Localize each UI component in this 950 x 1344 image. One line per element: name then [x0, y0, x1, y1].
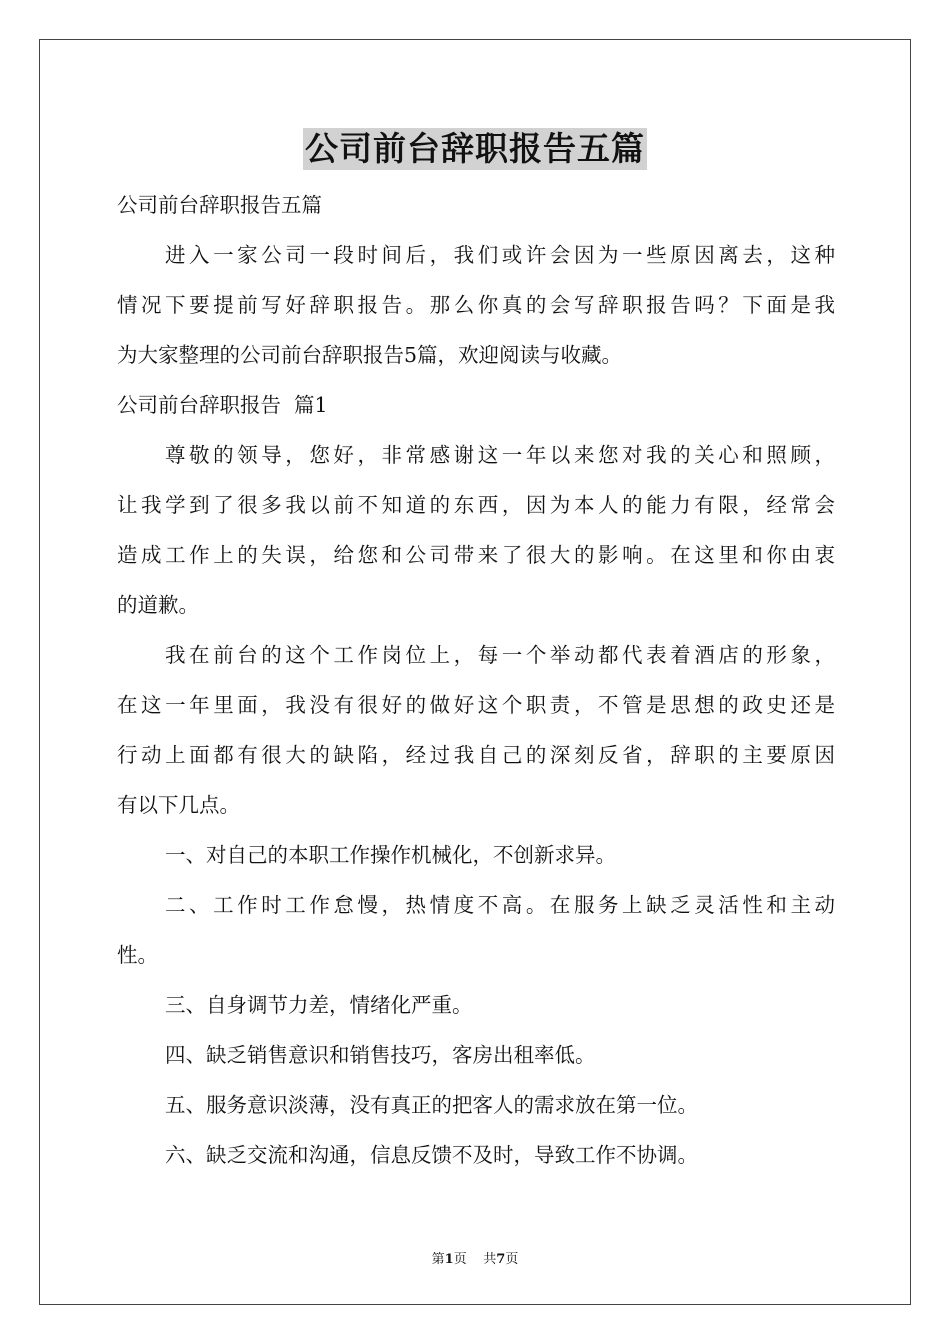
- total-pages: 7: [496, 1252, 506, 1267]
- page-suffix: 页: [453, 1252, 467, 1267]
- page-number: 1: [444, 1252, 454, 1267]
- page-prefix: 第: [431, 1252, 445, 1267]
- paragraph-line: 进入一家公司一段时间后，我们或许会因为一些原因离去，这种: [165, 243, 835, 267]
- paragraph-line: 情况下要提前写好辞职报告。那么你真的会写辞职报告吗？下面是我: [117, 293, 835, 317]
- paragraph-line: 行动上面都有很大的缺陷，经过我自己的深刻反省，辞职的主要原因: [117, 743, 835, 767]
- total-prefix: 共: [483, 1252, 497, 1267]
- subtitle-line: 公司前台辞职报告五篇: [117, 193, 322, 217]
- paragraph-line: 让我学到了很多我以前不知道的东西，因为本人的能力有限，经常会: [117, 493, 835, 517]
- list-item: 一、对自己的本职工作操作机械化，不创新求异。: [165, 843, 616, 867]
- paragraph-line: 我在前台的这个工作岗位上，每一个举动都代表着酒店的形象，: [165, 643, 835, 667]
- document-title: [0, 128, 950, 170]
- paragraph-line: 造成工作上的失误，给您和公司带来了很大的影响。在这里和你由衷: [117, 543, 835, 567]
- paragraph-line: 尊敬的领导，您好，非常感谢这一年以来您对我的关心和照顾，: [165, 443, 835, 467]
- list-item: 三、自身调节力差，情绪化严重。: [165, 993, 473, 1017]
- page-footer: [0, 1248, 950, 1267]
- list-item: 五、服务意识淡薄，没有真正的把客人的需求放在第一位。: [165, 1093, 698, 1117]
- paragraph-line: 有以下几点。: [117, 793, 240, 817]
- total-suffix: 页: [505, 1252, 519, 1267]
- paragraph-line: 为大家整理的公司前台辞职报告5篇，欢迎阅读与收藏。: [117, 343, 623, 367]
- document-title-text: 公司前台辞职报告五篇: [305, 129, 645, 168]
- list-item-continuation: 性。: [117, 943, 158, 967]
- document-body: [117, 180, 835, 1180]
- paragraph-line: 在这一年里面，我没有很好的做好这个职责，不管是思想的政史还是: [117, 693, 835, 717]
- section-heading: 公司前台辞职报告 篇1: [117, 393, 328, 417]
- paragraph-line: 的道歉。: [117, 593, 199, 617]
- list-item: 六、缺乏交流和沟通，信息反馈不及时，导致工作不协调。: [165, 1143, 698, 1167]
- list-item: 二、工作时工作怠慢，热情度不高。在服务上缺乏灵活性和主动: [165, 893, 835, 917]
- list-item: 四、缺乏销售意识和销售技巧，客房出租率低。: [165, 1043, 596, 1067]
